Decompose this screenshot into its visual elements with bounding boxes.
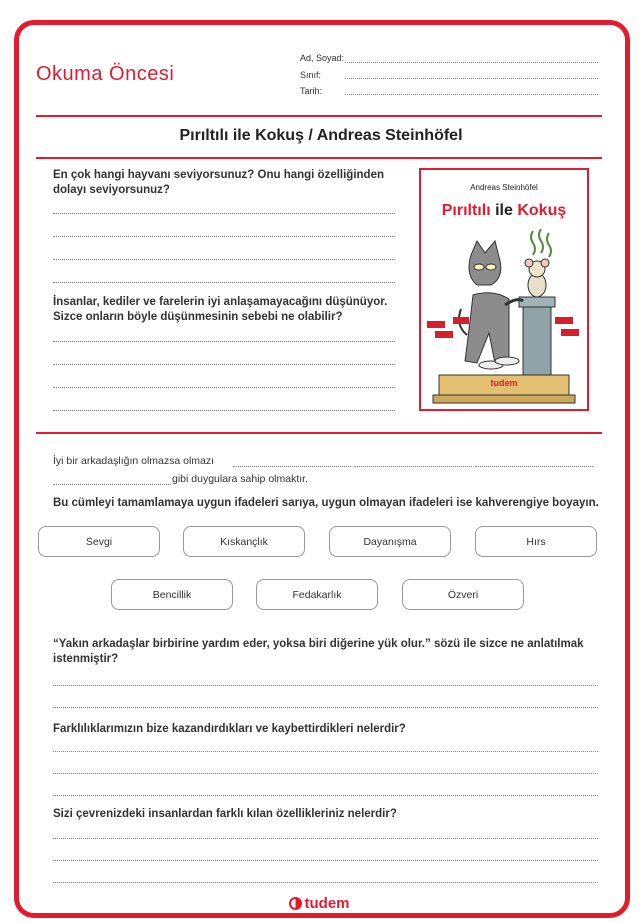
name-field-label: Ad, Soyad: (300, 53, 345, 63)
divider (36, 115, 602, 117)
answer-line[interactable] (53, 282, 395, 283)
answer-line[interactable] (53, 341, 395, 342)
blank-2[interactable] (354, 466, 472, 467)
logo-mark-icon (289, 897, 302, 910)
answer-line[interactable] (53, 860, 598, 861)
word-chip-sevgi[interactable]: Sevgi (38, 526, 160, 557)
instruction: Bu cümleyi tamamlamaya uygun ifadeleri sarıya, uygun olmayan ifadeleri ise kahverengiye boyayın. (53, 497, 599, 509)
answer-line[interactable] (53, 236, 395, 237)
word-chip-fedakarlik[interactable]: Fedakarlık (256, 579, 378, 610)
question-4: Farklılıklarımızın bize kazandırdıkları ve kaybettirdikleri nelerdir? (53, 723, 406, 735)
cover-title: Pırıltılı ile Kokuş (441, 202, 567, 219)
cover-author: Andreas Steinhöfel (470, 183, 538, 192)
word-chip-ozveri[interactable]: Özveri (402, 579, 524, 610)
fill-sentence-end: gibi duygulara sahip olmaktır. (172, 473, 308, 485)
word-chip-hirs[interactable]: Hırs (475, 526, 597, 557)
answer-line[interactable] (53, 213, 395, 214)
question-1: En çok hangi hayvanı seviyorsunuz? Onu hangi özelliğinden dolayı seviyorsunuz? (53, 169, 384, 196)
answer-line[interactable] (53, 387, 395, 388)
blank-3[interactable] (475, 466, 593, 467)
page-frame (14, 20, 630, 918)
answer-line[interactable] (53, 773, 598, 774)
divider (36, 157, 602, 159)
book-cover (419, 168, 589, 411)
class-field-label: Sınıf: (300, 70, 322, 80)
book-heading: Pırıltılı ile Kokuş / Andreas Steinhöfel (179, 127, 463, 144)
answer-line[interactable] (53, 882, 598, 883)
cover-publisher: tudem (490, 378, 518, 388)
answer-line[interactable] (53, 751, 598, 752)
publisher-logo (279, 893, 359, 913)
answer-line[interactable] (53, 259, 395, 260)
question-3: “Yakın arkadaşlar birbirine yardım eder, yoksa biri diğerine yük olur.” sözü ile sizce ne anlatılmak istenmiştir? (53, 638, 584, 665)
answer-line[interactable] (53, 685, 598, 686)
answer-line[interactable] (53, 410, 395, 411)
answer-line[interactable] (53, 364, 395, 365)
word-chip-bencillik[interactable]: Bencillik (111, 579, 233, 610)
blank-1[interactable] (233, 466, 351, 467)
answer-line[interactable] (53, 795, 598, 796)
date-field-line[interactable] (345, 94, 598, 95)
logo-text: tudem (304, 894, 350, 912)
divider (36, 432, 602, 434)
word-chip-dayanisma[interactable]: Dayanışma (329, 526, 451, 557)
section-title: Okuma Öncesi (36, 63, 175, 85)
date-field-label: Tarih: (300, 86, 323, 96)
name-field-line[interactable] (345, 62, 598, 63)
answer-line[interactable] (53, 707, 598, 708)
word-chip-kiskanclik[interactable]: Kıskançlık (183, 526, 305, 557)
class-field-line[interactable] (345, 78, 598, 79)
question-5: Sizi çevrenizdeki insanlardan farklı kılan özellikleriniz nelerdir? (53, 808, 397, 820)
fill-sentence-start: İyi bir arkadaşlığın olmazsa olmazı (53, 455, 215, 467)
answer-line[interactable] (53, 838, 598, 839)
question-2: İnsanlar, kediler ve farelerin iyi anlaşamayacağını düşünüyor. Sizce onların böyle düşünmesinin sebebi ne olabilir? (53, 296, 388, 323)
blank-4[interactable] (53, 484, 171, 485)
